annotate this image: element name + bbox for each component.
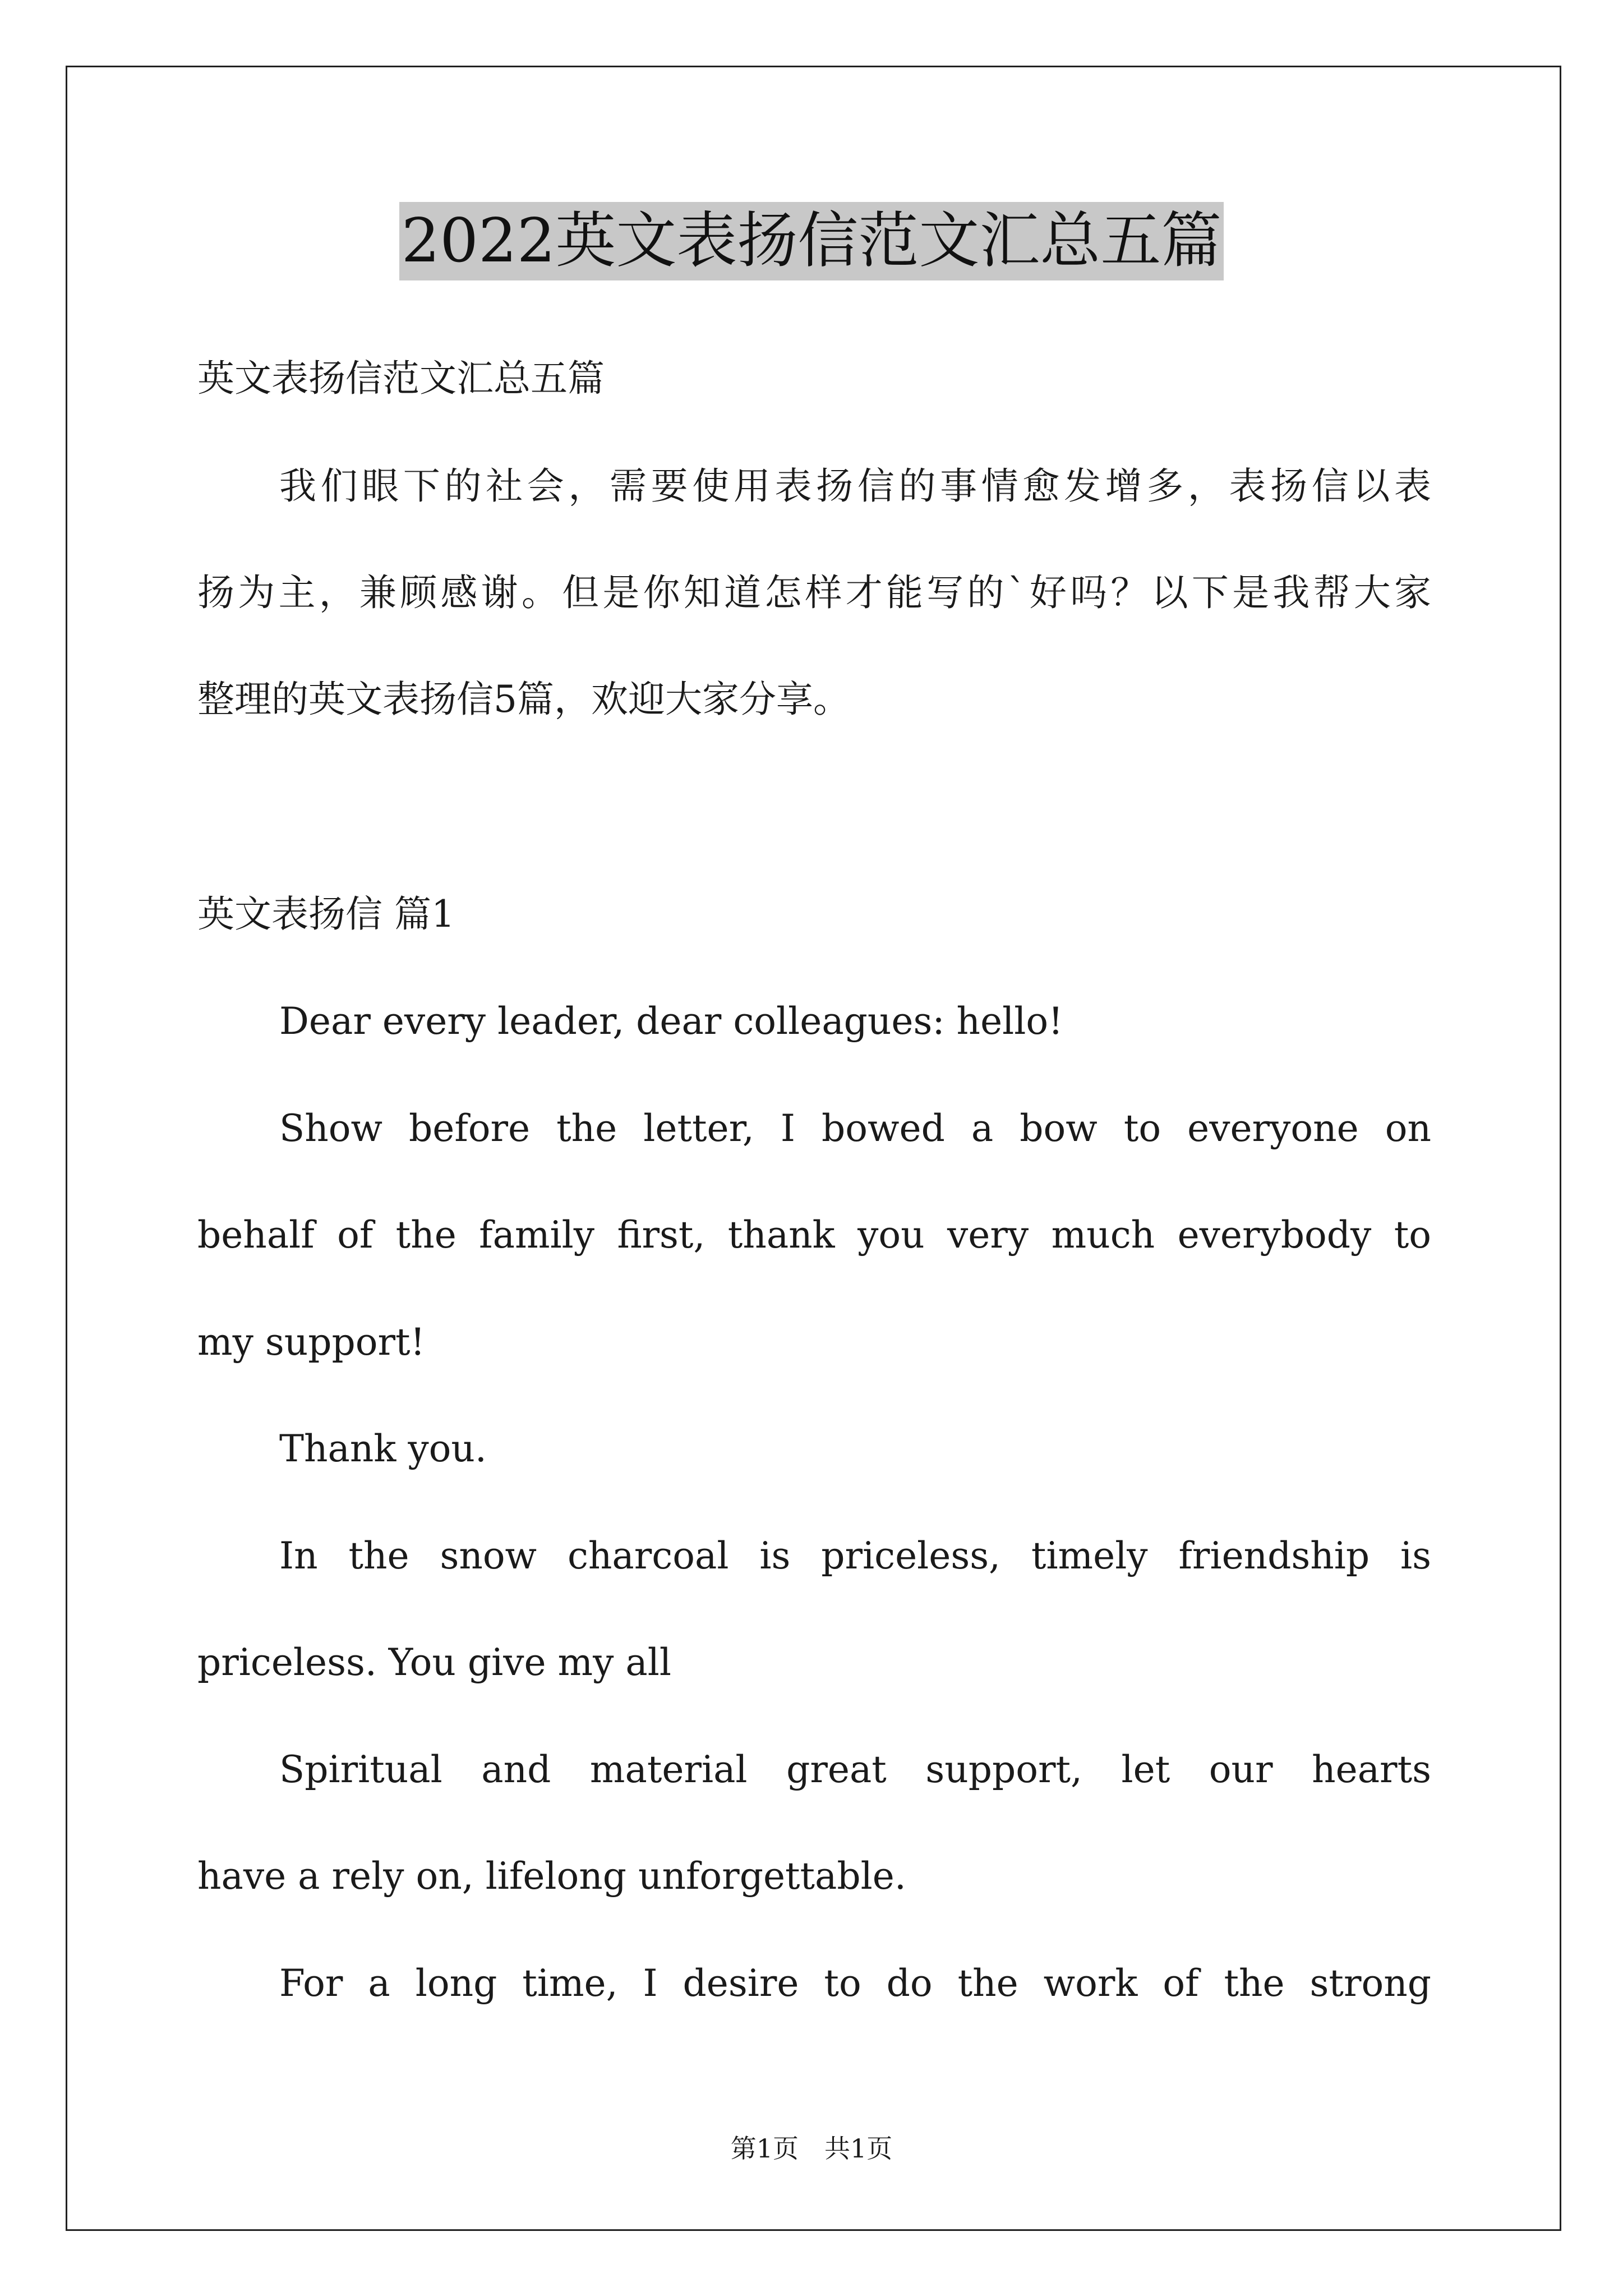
- body-line-9: For a long time, I desire to do the work of the strong: [279, 1962, 1431, 2005]
- subtitle: 英文表扬信范文汇总五篇: [197, 357, 605, 400]
- body-line-1: Show before the letter, I bowed a bow to everyone on: [279, 1107, 1431, 1150]
- body-line-5: In the snow charcoal is priceless, timely friendship is: [279, 1534, 1431, 1577]
- intro-line-2: 扬为主，兼顾感谢。但是你知道怎样才能写的`好吗？以下是我帮大家: [197, 571, 1431, 614]
- body-line-4: Thank you.: [279, 1427, 487, 1470]
- section-heading-1: 英文表扬信 篇1: [197, 892, 455, 936]
- title-container: [0, 202, 1623, 280]
- document-title: 2022英文表扬信范文汇总五篇: [399, 202, 1224, 280]
- body-line-7: Spiritual and material great support, let our hearts: [279, 1748, 1431, 1791]
- body-line-6: priceless. You give my all: [197, 1641, 671, 1684]
- body-line-8: have a rely on, lifelong unforgettable.: [197, 1855, 906, 1898]
- letter-salutation: Dear every leader, dear colleagues: hello!: [279, 1000, 1063, 1043]
- intro-line-1: 我们眼下的社会，需要使用表扬信的事情愈发增多，表扬信以表: [279, 464, 1431, 508]
- body-line-2: behalf of the family first, thank you very much everybody to: [197, 1213, 1431, 1257]
- page-number: 第1页 共1页: [730, 2133, 893, 2164]
- intro-line-3: 整理的英文表扬信5篇，欢迎大家分享。: [197, 678, 850, 721]
- body-line-3: my support!: [197, 1320, 426, 1364]
